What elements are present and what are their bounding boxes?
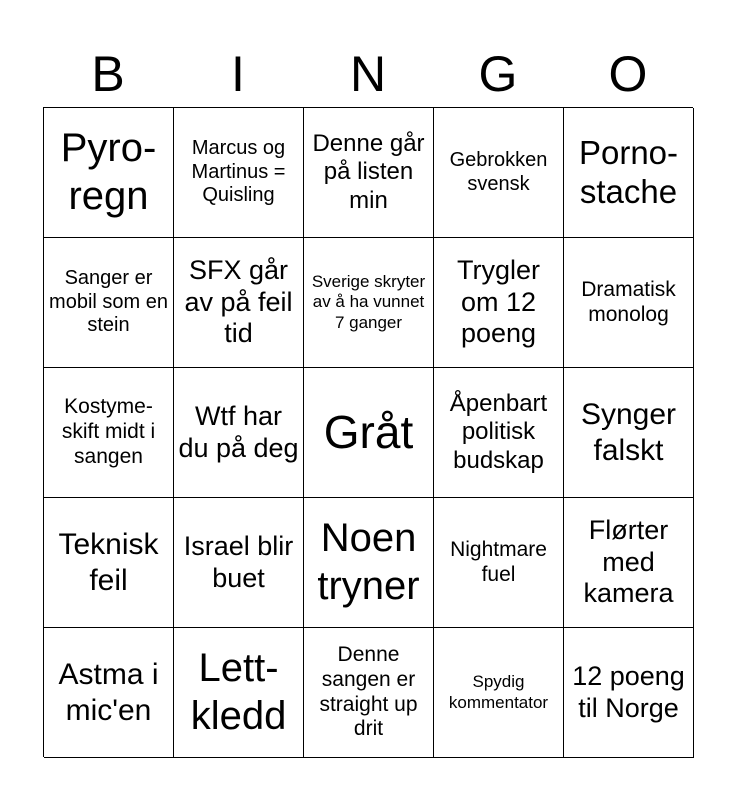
bingo-cell[interactable] bbox=[304, 238, 434, 368]
bingo-cell[interactable] bbox=[174, 108, 304, 238]
bingo-cell[interactable] bbox=[44, 108, 174, 238]
cell-text: Lett-kledd bbox=[190, 646, 287, 738]
bingo-cell[interactable] bbox=[564, 238, 694, 368]
bingo-cell[interactable] bbox=[174, 368, 304, 498]
header-letter-o: O bbox=[608, 46, 648, 102]
cell-text: Kostyme-skift midt i sangen bbox=[61, 395, 156, 468]
cell-text: Sverige skryter av å ha vunnet 7 ganger bbox=[311, 272, 426, 332]
bingo-cell[interactable] bbox=[434, 628, 564, 758]
header-letter-g: G bbox=[478, 46, 518, 102]
cell-text: Nightmare fuel bbox=[450, 537, 547, 586]
cell-text: 12 poeng til Norge bbox=[572, 660, 685, 723]
header-letter-i: I bbox=[231, 46, 245, 102]
bingo-cell[interactable] bbox=[564, 628, 694, 758]
cell-text: Wtf har du på deg bbox=[178, 400, 299, 463]
bingo-cell[interactable] bbox=[304, 368, 434, 498]
cell-text: Noen tryner bbox=[317, 516, 420, 608]
cell-text: Teknisk feil bbox=[58, 528, 159, 597]
cell-text: Israel blir buet bbox=[183, 530, 294, 593]
bingo-cell[interactable] bbox=[304, 498, 434, 628]
cell-text: Gebrokken svensk bbox=[449, 148, 548, 195]
bingo-cell[interactable] bbox=[434, 498, 564, 628]
bingo-cell[interactable] bbox=[44, 498, 174, 628]
header-letter-b: B bbox=[91, 46, 125, 102]
bingo-cell[interactable] bbox=[564, 108, 694, 238]
cell-text: Trygler om 12 poeng bbox=[456, 254, 540, 349]
bingo-cell[interactable] bbox=[174, 628, 304, 758]
cell-text: Flørter med kamera bbox=[583, 514, 674, 609]
cell-text: SFX går av på feil tid bbox=[184, 254, 293, 349]
bingo-cell[interactable] bbox=[174, 238, 304, 368]
bingo-cell[interactable] bbox=[44, 628, 174, 758]
cell-text: Denne sangen er straight up drit bbox=[319, 642, 418, 741]
bingo-cell[interactable] bbox=[434, 108, 564, 238]
cell-text: Spydig kommentator bbox=[448, 672, 549, 712]
cell-text: Astma i mic'en bbox=[58, 658, 159, 727]
bingo-cell[interactable] bbox=[304, 628, 434, 758]
bingo-cell[interactable] bbox=[304, 108, 434, 238]
bingo-cell[interactable] bbox=[44, 368, 174, 498]
cell-text: Porno-stache bbox=[578, 133, 679, 210]
bingo-header bbox=[43, 40, 693, 108]
cell-text: Åpenbart politisk budskap bbox=[449, 390, 548, 474]
bingo-cell[interactable] bbox=[434, 238, 564, 368]
cell-text: Marcus og Martinus = Quisling bbox=[191, 137, 286, 207]
cell-text: Pyro-regn bbox=[60, 126, 157, 218]
cell-text: Synger falskt bbox=[580, 398, 677, 467]
cell-text: Sanger er mobil som en stein bbox=[49, 267, 168, 337]
bingo-cell[interactable] bbox=[174, 498, 304, 628]
bingo-cell[interactable] bbox=[44, 238, 174, 368]
bingo-grid bbox=[43, 107, 693, 757]
cell-text: Gråt bbox=[323, 406, 414, 459]
bingo-cell[interactable] bbox=[564, 368, 694, 498]
bingo-cell[interactable] bbox=[434, 368, 564, 498]
header-letter-n: N bbox=[349, 46, 387, 102]
cell-text: Dramatisk monolog bbox=[581, 277, 676, 326]
cell-text: Denne går på listen min bbox=[312, 130, 425, 214]
bingo-cell[interactable] bbox=[564, 498, 694, 628]
